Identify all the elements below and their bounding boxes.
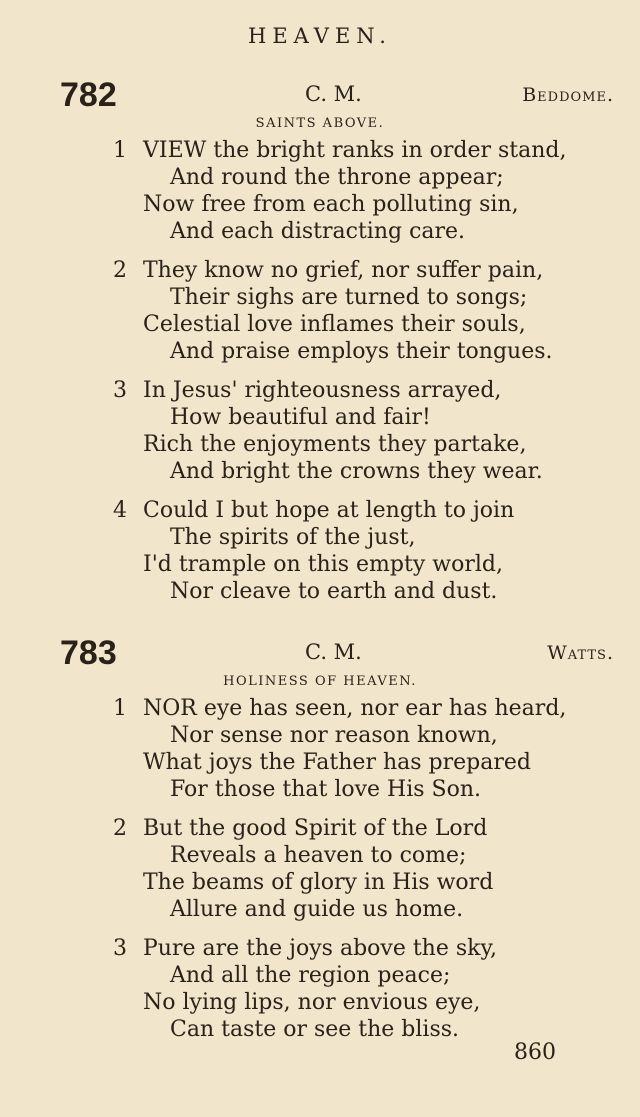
verse-line: Nor cleave to earth and dust.: [170, 579, 498, 604]
verse-line: The spirits of the just,: [170, 525, 416, 550]
hymn-number: 783: [60, 634, 117, 672]
hymn-title: HOLINESS OF HEAVEN.: [223, 674, 417, 689]
hymn-author: Watts.: [547, 642, 614, 664]
stanza-number: 2: [113, 258, 127, 283]
verse-line: But the good Spirit of the Lord: [143, 816, 488, 841]
stanza-number: 3: [113, 936, 127, 961]
stanza-number: 3: [113, 378, 127, 403]
verse-line: Nor sense nor reason known,: [170, 723, 498, 748]
verse-line: The beams of glory in His word: [143, 870, 494, 895]
verse-line: For those that love His Son.: [170, 777, 482, 802]
verse-line: What joys the Father has prepared: [143, 750, 531, 775]
verse-line: Now free from each polluting sin,: [143, 192, 519, 217]
verse-line: In Jesus' righteousness arrayed,: [143, 378, 502, 403]
verse-line: Allure and guide us home.: [170, 897, 464, 922]
stanza-number: 1: [113, 138, 127, 163]
hymn-783: [0, 634, 640, 689]
hymn-header: [0, 634, 640, 674]
stanza-number: 1: [113, 696, 127, 721]
hymn-meter: C. M.: [305, 640, 362, 664]
hymn-header: [0, 76, 640, 116]
verse-line: Rich the enjoyments they partake,: [143, 432, 527, 457]
verse-line: And bright the crowns they wear.: [170, 459, 543, 484]
verse-line: NOR eye has seen, nor ear has heard,: [143, 696, 567, 721]
verse-line: Can taste or see the bliss.: [170, 1017, 460, 1042]
verse-line: And all the region peace;: [170, 963, 451, 988]
verse-line: Celestial love inflames their souls,: [143, 312, 526, 337]
hymn-number: 782: [60, 76, 117, 114]
verse-line: And round the throne appear;: [170, 165, 504, 190]
hymn-title: SAINTS ABOVE.: [255, 116, 385, 131]
verse-line: They know no grief, nor suffer pain,: [143, 258, 544, 283]
stanza-number: 2: [113, 816, 127, 841]
verse-line: I'd trample on this empty world,: [143, 552, 503, 577]
hymn-author: Beddome.: [522, 84, 614, 106]
verse-line: VIEW the bright ranks in order stand,: [143, 138, 567, 163]
verse-line: And each distracting care.: [170, 219, 466, 244]
hymn-782: [0, 76, 640, 131]
stanza-number: 4: [113, 498, 127, 523]
page-number: 860: [514, 1040, 556, 1065]
verse-line: Pure are the joys above the sky,: [143, 936, 497, 961]
verse-line: Their sighs are turned to songs;: [170, 285, 528, 310]
verse-line: No lying lips, nor envious eye,: [143, 990, 481, 1015]
verse-line: How beautiful and fair!: [170, 405, 431, 430]
running-head: HEAVEN.: [248, 24, 392, 48]
verse-line: Reveals a heaven to come;: [170, 843, 467, 868]
hymn-meter: C. M.: [305, 82, 362, 106]
verse-line: Could I but hope at length to join: [143, 498, 515, 523]
verse-line: And praise employs their tongues.: [170, 339, 553, 364]
